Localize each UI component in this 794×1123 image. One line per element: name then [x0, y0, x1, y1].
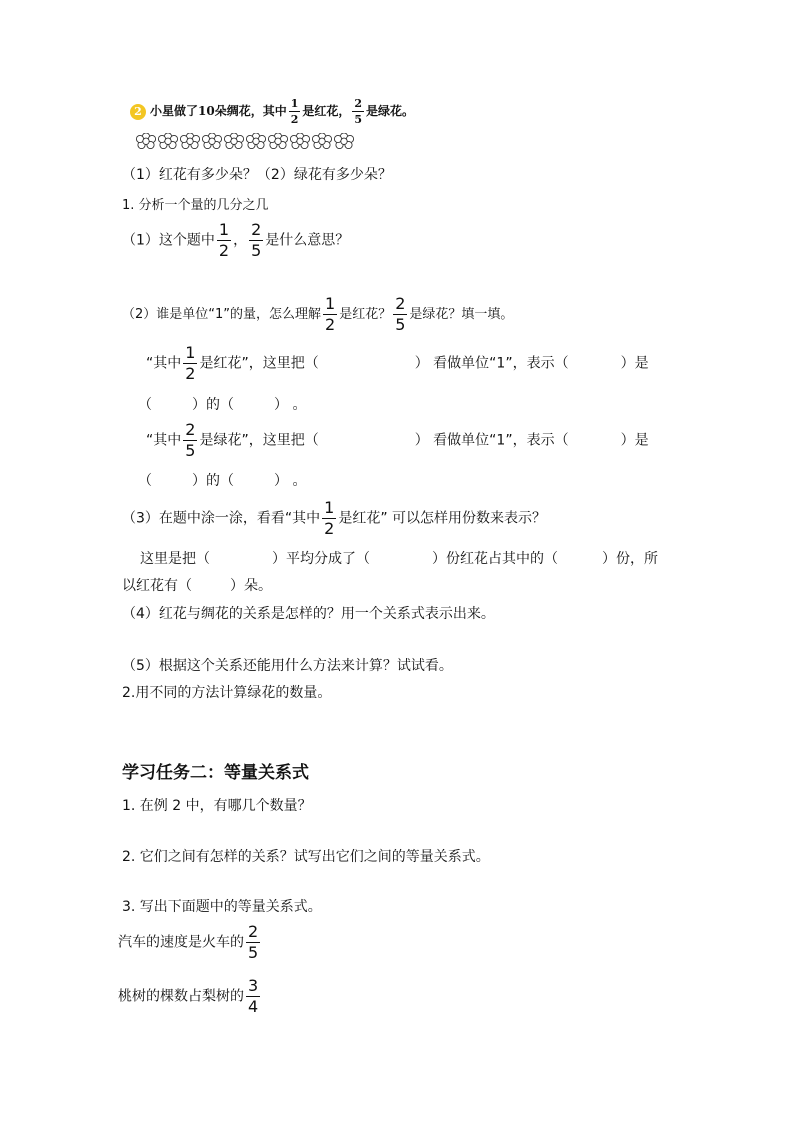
- fraction-one-half: $\frac{1}{2}$: [324, 498, 335, 538]
- question-4: （4）红花与绸花的关系是怎样的？用一个关系式表示出来。: [122, 606, 495, 622]
- task-3: 3. 写出下面题中的等量关系式。: [122, 899, 322, 915]
- fraction-three-fourths: $\frac{3}{4}$: [248, 976, 259, 1016]
- fraction-two-fifths: $\frac{2}{5}$: [354, 97, 363, 126]
- question-2: （2）谁是单位“1”的量，怎么理解 $\frac{1}{2}$ 是红花？ $\frac{2}{5}$ 是绿花？填一填。: [122, 294, 514, 334]
- fill-red-line1: “其中 $\frac{1}{2}$ 是红花”，这里把（ ） 看做单位“1”，表示（ ）是: [146, 343, 649, 383]
- flower-icon: [246, 133, 266, 149]
- flower-icon: [268, 133, 288, 149]
- fraction-two-fifths: $\frac{2}{5}$: [395, 294, 406, 334]
- fraction-one-half: $\frac{1}{2}$: [185, 343, 196, 383]
- task-2: 2. 它们之间有怎样的关系？试写出它们之间的等量关系式。: [122, 849, 490, 865]
- fill-green-line2: （ ）的（ ） 。: [138, 473, 307, 489]
- example-number-badge: 2: [130, 104, 146, 120]
- q3-fill-line1: 这里是把（ ）平均分成了（ ）份红花占其中的（ ）份，所: [140, 551, 658, 567]
- flower-icon: [290, 133, 310, 149]
- example-statement: 2 小星做了10朵绸花，其中 $\frac{1}{2}$ 是红花， $\frac{2}{5}$ 是绿花。: [130, 98, 414, 125]
- item-2: 2.用不同的方法计算绿花的数量。: [122, 685, 332, 701]
- flower-icon: [136, 133, 156, 149]
- fraction-two-fifths: $\frac{2}{5}$: [248, 922, 259, 962]
- fraction-two-fifths: $\frac{2}{5}$: [185, 420, 196, 460]
- q3-fill-line2: 以红花有（ ）朵。: [122, 578, 272, 594]
- flower-row: [136, 133, 354, 149]
- fraction-two-fifths: $\frac{2}{5}$: [251, 220, 262, 260]
- fill-red-line2: （ ）的（ ） 。: [138, 397, 307, 413]
- flower-icon: [180, 133, 200, 149]
- question-1: （1）这个题中 $\frac{1}{2}$ ， $\frac{2}{5}$ 是什么意思？: [122, 220, 350, 260]
- fraction-one-half: $\frac{1}{2}$: [290, 97, 299, 126]
- item-1: 1. 分析一个量的几分之几: [122, 198, 269, 213]
- flower-icon: [202, 133, 222, 149]
- flower-icon: [224, 133, 244, 149]
- question-3: （3）在题中涂一涂，看看“其中 $\frac{1}{2}$ 是红花” 可以怎样用份数来表示？: [122, 498, 547, 538]
- section-heading: 学习任务二：等量关系式: [122, 763, 309, 783]
- flower-icon: [312, 133, 332, 149]
- fill-green-line1: “其中 $\frac{2}{5}$ 是绿花”，这里把（ ） 看做单位“1”，表示（ ）是: [146, 420, 649, 460]
- exercise-1: 汽车的速度是火车的 $\frac{2}{5}$: [118, 922, 259, 962]
- flower-icon: [158, 133, 178, 149]
- flower-icon: [334, 133, 354, 149]
- fraction-one-half: $\frac{1}{2}$: [325, 294, 336, 334]
- question-line: （1）红花有多少朵？（2）绿花有多少朵？: [122, 167, 392, 183]
- question-5: （5）根据这个关系还能用什么方法来计算？试试看。: [122, 658, 453, 674]
- fraction-one-half: $\frac{1}{2}$: [218, 220, 230, 260]
- exercise-2: 桃树的棵数占梨树的 $\frac{3}{4}$: [118, 976, 259, 1016]
- task-1: 1. 在例 2 中，有哪几个数量？: [122, 798, 312, 814]
